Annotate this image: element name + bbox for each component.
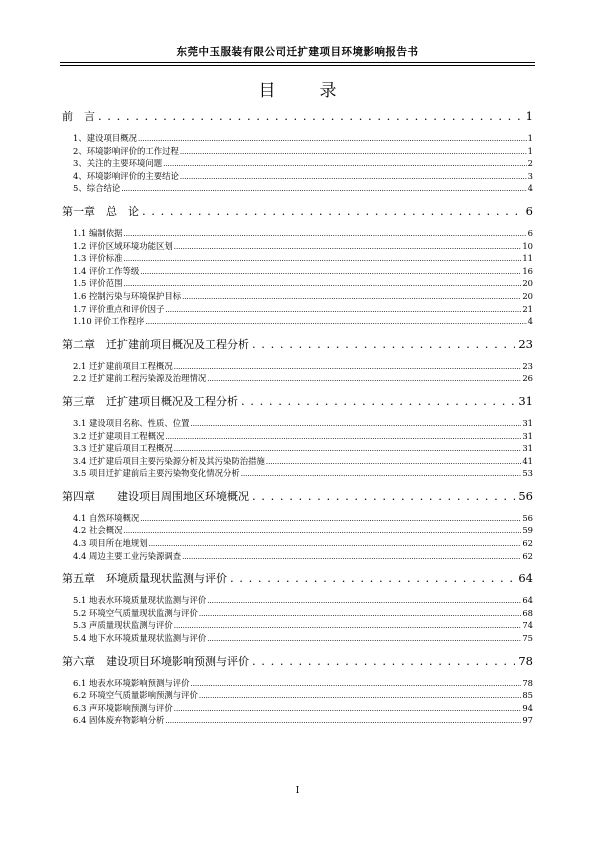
dot-leader: [207, 632, 521, 646]
toc-section-page: 74: [522, 620, 533, 631]
dot-leader: [123, 252, 521, 266]
toc-section-title: 2、环境影响评价的工作过程: [73, 145, 179, 156]
toc-section-page: 59: [522, 525, 533, 536]
dot-leader: [149, 537, 522, 551]
dot-leader: [123, 524, 521, 538]
toc-section-title: 1.2 评价区域环境功能区划: [73, 240, 173, 251]
toc-section-page: 16: [522, 265, 533, 276]
toc-chapter-title: 前 言: [62, 110, 95, 123]
toc-chapter-entry[interactable]: [62, 201, 533, 221]
dot-leader: [98, 106, 523, 126]
toc-section-entry[interactable]: [62, 360, 533, 373]
toc-section-entry[interactable]: [62, 594, 533, 607]
toc-section-title: 3.4 迁扩建后项目主要污染源分析及其污染防治措施: [73, 455, 265, 466]
dot-leader: [190, 677, 521, 691]
toc-section-entry[interactable]: [62, 182, 533, 195]
toc-chapter-entry[interactable]: [62, 486, 533, 506]
dot-leader: [241, 467, 522, 481]
toc-section-page: 21: [522, 303, 533, 314]
toc-section-page: 1: [527, 133, 533, 143]
toc-chapter-page: 6: [525, 203, 533, 218]
toc-chapter-page: 56: [518, 488, 533, 503]
toc-chapter-entry[interactable]: [62, 106, 533, 126]
toc-section-entry[interactable]: [62, 227, 533, 240]
dot-leader: [138, 132, 527, 146]
toc-section-title: 4、环境影响评价的主要结论: [73, 170, 179, 181]
toc-section-title: 4.4 周边主要工业污染源调查: [73, 550, 182, 561]
dot-leader: [174, 442, 522, 456]
dot-leader: [180, 170, 527, 184]
toc-section-page: 23: [522, 360, 533, 371]
dot-leader: [182, 290, 521, 304]
toc-section-entry[interactable]: [62, 632, 533, 645]
toc-chapter-page: 78: [518, 653, 533, 668]
dot-leader: [140, 512, 521, 526]
toc-section-title: 1.1 编制依据: [73, 227, 123, 238]
toc-section-entry[interactable]: [62, 240, 533, 253]
dot-leader: [266, 455, 521, 469]
dot-leader: [174, 240, 522, 254]
dot-leader: [199, 689, 521, 703]
toc-section-page: 26: [522, 373, 533, 384]
toc-chapter-entry[interactable]: [62, 391, 533, 411]
toc-section-entry[interactable]: [62, 607, 533, 620]
toc-chapter-page: 23: [518, 336, 533, 351]
toc-section-title: 1.7 评价重点和评价因子: [73, 303, 165, 314]
toc-section-page: 97: [522, 715, 533, 726]
toc-section-title: 3.1 建设项目名称、性质、位置: [73, 417, 190, 428]
dot-leader: [207, 372, 521, 386]
dot-leader: [252, 486, 515, 506]
toc-section-entry[interactable]: [62, 417, 533, 430]
toc-section-entry[interactable]: [62, 157, 533, 170]
dot-leader: [180, 145, 527, 159]
toc-section-title: 5.2 环境空气质量现状监测与评价: [73, 607, 198, 618]
toc-section-title: 6.1 地表水环境影响预测与评价: [73, 677, 190, 688]
toc-section-entry[interactable]: [62, 145, 533, 158]
toc-section-page: 62: [522, 538, 533, 549]
toc-chapter-page: 64: [518, 571, 533, 586]
toc-section-title: 6.3 声环境影响预测与评价: [73, 702, 173, 713]
toc-section-page: 4: [527, 183, 533, 194]
toc-section-title: 1、建设项目概况: [73, 133, 137, 143]
toc-section-entry[interactable]: [62, 430, 533, 443]
toc-section-entry[interactable]: [62, 132, 533, 145]
dot-leader: [174, 360, 522, 374]
toc-chapter-title: 第四章 建设项目周围地区环境概况: [62, 489, 249, 503]
toc-section-entry[interactable]: [62, 170, 533, 183]
toc-section-page: 20: [522, 278, 533, 289]
dot-leader: [241, 391, 515, 411]
toc-chapter-entry[interactable]: [62, 334, 533, 354]
toc-chapter-title: 第二章 迁扩建前项目概况及工程分析: [62, 337, 249, 351]
toc-section-title: 3.3 迁扩建后项目工程概况: [73, 443, 173, 454]
toc-section-title: 6.2 环境空气质量影响预测与评价: [73, 690, 198, 701]
toc-section-title: 5.4 地下水环境质量现状监测与评价: [73, 633, 207, 644]
dot-leader: [140, 265, 521, 279]
toc-section-title: 5.1 地表水环境质量现状监测与评价: [73, 595, 207, 606]
toc-section-page: 4: [527, 316, 533, 327]
toc-section-title: 5.3 声质量现状监测与评价: [73, 620, 173, 631]
dot-leader: [174, 702, 522, 716]
toc-section-page: 75: [522, 633, 533, 644]
toc-section-page: 11: [522, 253, 533, 264]
toc-section-page: 56: [522, 512, 533, 523]
toc-chapter-title: 第六章 建设项目环境影响预测与评价: [62, 654, 249, 668]
toc-chapter-page: 31: [518, 393, 533, 408]
dot-leader: [123, 227, 526, 241]
toc-section-entry[interactable]: [62, 512, 533, 525]
toc-section-entry[interactable]: [62, 467, 533, 480]
toc-section-title: 1.6 控制污染与环境保护目标: [73, 290, 182, 301]
dot-leader: [190, 417, 521, 431]
toc-section-entry[interactable]: [62, 265, 533, 278]
toc-section-title: 4.2 社会概况: [73, 525, 123, 536]
toc-section-title: 2.2 迁扩建前工程污染源及治理情况: [73, 373, 207, 384]
toc-section-entry[interactable]: [62, 277, 533, 290]
toc-section-title: 1.5 评价范围: [73, 278, 123, 289]
toc-section-page: 31: [522, 417, 533, 428]
toc-section-page: 94: [522, 702, 533, 713]
toc-section-entry[interactable]: [62, 290, 533, 303]
toc-section-title: 5、综合结论: [73, 183, 121, 194]
toc-section-title: 1.10 评价工作程序: [73, 316, 145, 327]
toc-section-page: 64: [522, 595, 533, 606]
toc-section-page: 78: [522, 677, 533, 688]
toc-section-page: 2: [527, 158, 533, 169]
toc-chapter-page: 1: [525, 109, 533, 123]
dot-leader: [165, 303, 521, 317]
toc-section-entry[interactable]: [62, 455, 533, 468]
dot-leader: [199, 607, 521, 621]
toc-section-page: 10: [522, 240, 533, 251]
dot-leader: [182, 550, 521, 564]
toc-section-title: 4.1 自然环境概况: [73, 512, 140, 523]
toc-section-entry[interactable]: [62, 714, 533, 727]
toc-section-title: 4.3 项目所在地规划: [73, 538, 148, 549]
dot-leader: [121, 182, 526, 196]
toc-section-page: 31: [522, 443, 533, 454]
dot-leader: [174, 619, 522, 633]
toc-section-page: 85: [522, 690, 533, 701]
toc-chapter-entry[interactable]: [62, 568, 533, 588]
dot-leader: [207, 594, 521, 608]
toc-section-page: 20: [522, 290, 533, 301]
toc-title: 目录: [258, 81, 381, 101]
toc-section-title: 1.3 评价标准: [73, 253, 123, 264]
toc-section-page: 1: [527, 145, 533, 156]
toc-section-entry[interactable]: [62, 303, 533, 316]
dot-leader: [146, 315, 527, 329]
toc-chapter-title: 第一章 总 论: [62, 204, 139, 218]
dot-leader: [165, 430, 521, 444]
toc-section-page: 31: [522, 430, 533, 441]
toc-section-page: 6: [527, 227, 533, 238]
toc-section-title: 6.4 固体废弃物影响分析: [73, 715, 165, 726]
dot-leader: [163, 157, 527, 171]
page-number: I: [295, 786, 300, 796]
toc-section-entry[interactable]: [62, 524, 533, 537]
toc-section-entry[interactable]: [62, 315, 533, 328]
toc-section-page: 3: [527, 170, 533, 181]
toc-section-entry[interactable]: [62, 619, 533, 632]
dot-leader: [123, 277, 521, 291]
dot-leader: [165, 714, 521, 728]
toc-section-page: 62: [522, 550, 533, 561]
toc-section-entry[interactable]: [62, 537, 533, 550]
dot-leader: [230, 568, 515, 588]
toc-section-title: 2.1 迁扩建前项目工程概况: [73, 360, 173, 371]
toc-section-entry[interactable]: [62, 442, 533, 455]
table-of-contents: [62, 106, 533, 733]
toc-section-title: 3.2 迁扩建项目工程概况: [73, 430, 165, 441]
toc-section-page: 53: [522, 468, 533, 479]
toc-section-title: 3、关注的主要环境问题: [73, 158, 163, 169]
toc-section-title: 3.5 项目迁扩建前后主要污染物变化情况分析: [73, 468, 240, 479]
toc-section-page: 68: [522, 607, 533, 618]
toc-section-entry[interactable]: [62, 702, 533, 715]
toc-section-title: 1.4 评价工作等级: [73, 265, 140, 276]
toc-section-entry[interactable]: [62, 689, 533, 702]
toc-chapter-entry[interactable]: [62, 651, 533, 671]
dot-leader: [252, 334, 515, 354]
page-header: 东莞中玉服装有限公司迁扩建项目环境影响报告书: [176, 46, 419, 58]
dot-leader: [252, 651, 515, 671]
dot-leader: [142, 201, 523, 221]
toc-section-entry[interactable]: [62, 677, 533, 690]
toc-section-page: 41: [522, 455, 533, 466]
toc-chapter-title: 第三章 迁扩建项目概况及工程分析: [62, 394, 238, 408]
toc-section-entry[interactable]: [62, 550, 533, 563]
toc-chapter-title: 第五章 环境质量现状监测与评价: [62, 572, 227, 586]
header-rule: [60, 62, 535, 66]
toc-section-entry[interactable]: [62, 252, 533, 265]
toc-section-entry[interactable]: [62, 372, 533, 385]
